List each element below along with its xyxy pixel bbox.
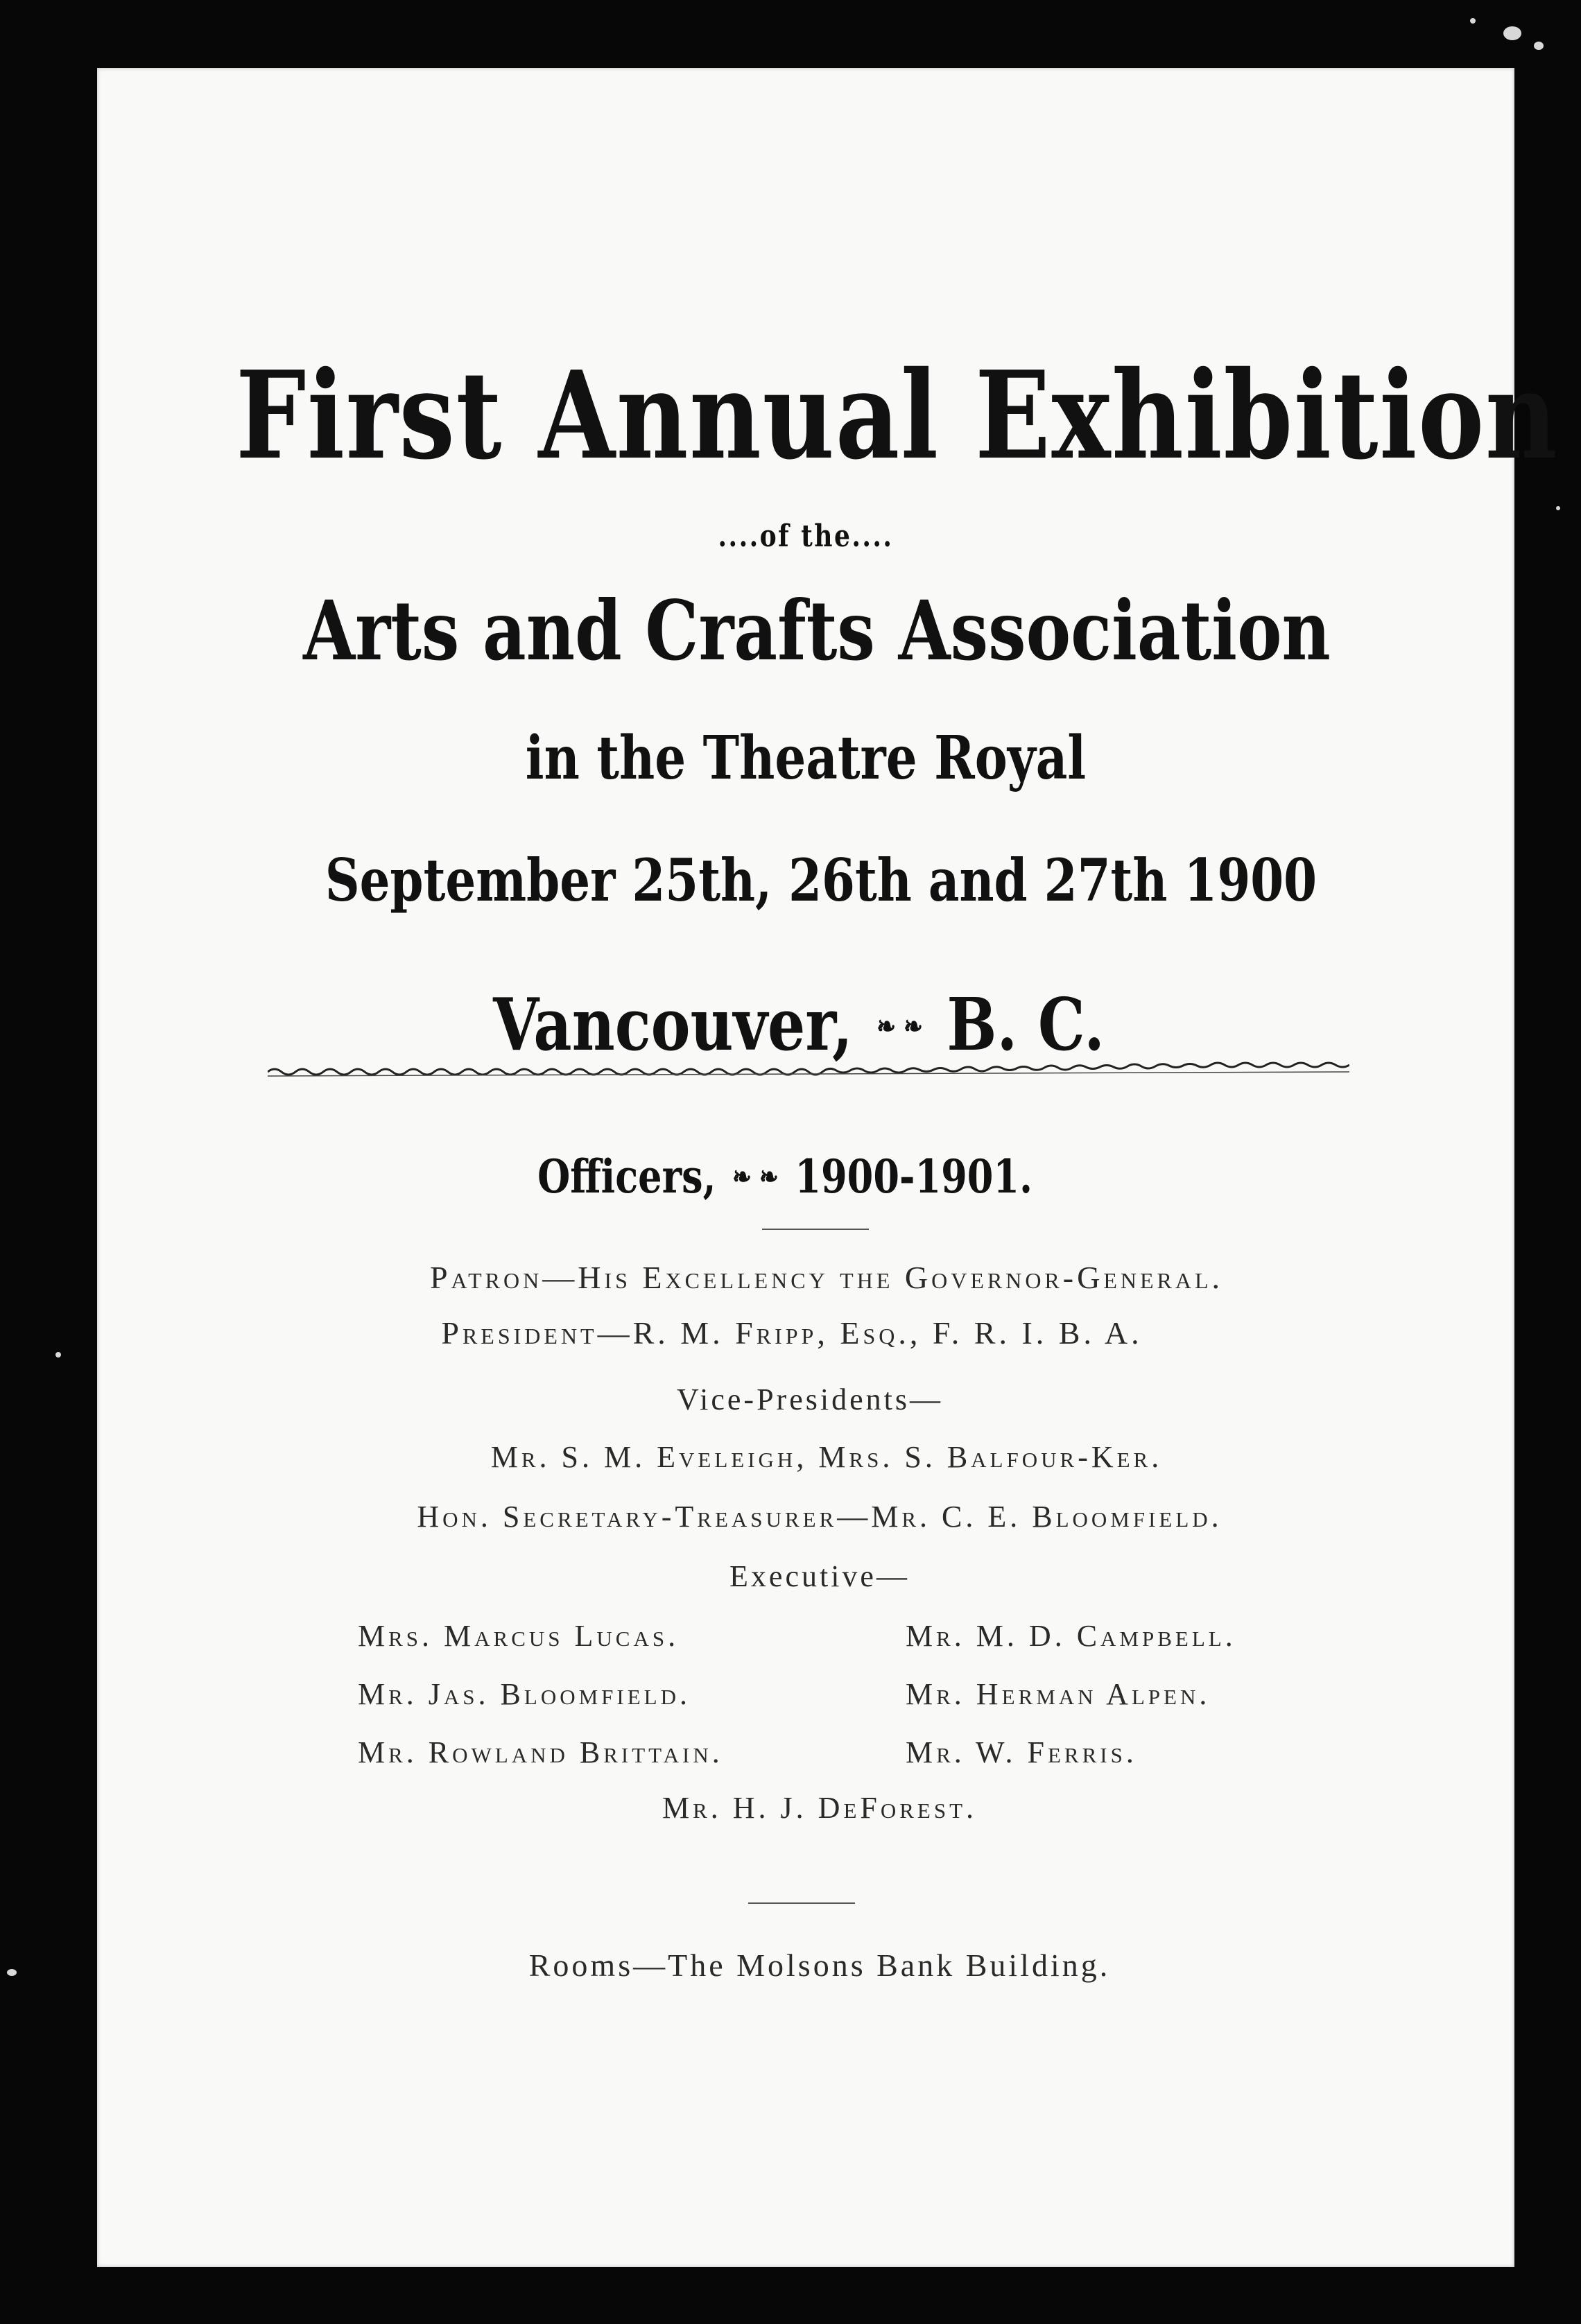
scan-speck (55, 1352, 61, 1358)
executive-label: Executive— (729, 1559, 910, 1593)
location-line (218, 982, 1380, 1067)
executive-member: Mr. Rowland Brittain. (358, 1735, 723, 1769)
of-the-line: ....of the.... (718, 519, 894, 554)
scan-speck (1534, 42, 1544, 50)
association-name: Arts and Crafts Association (303, 582, 1331, 679)
scan-speck (7, 1969, 17, 1976)
executive-member: Mrs. Marcus Lucas. (358, 1619, 680, 1653)
program-page (97, 68, 1559, 2267)
scan-speck (1470, 18, 1476, 24)
executive-member-last: Mr. H. J. DeForest. (662, 1791, 978, 1825)
short-rule (748, 1902, 855, 1904)
executive-member: Mr. W. Ferris. (906, 1735, 1137, 1769)
officers-heading (204, 1150, 1366, 1204)
secretary-treasurer-line: Hon. Secretary-Treasurer—Mr. C. E. Bloomfield. (417, 1500, 1223, 1534)
officers-years: 1900-1901. (795, 1150, 1033, 1204)
executive-row (358, 1618, 1356, 1676)
exhibition-dates: September 25th, 26th and 27th 1900 (325, 846, 1318, 914)
city-name: Vancouver, (493, 982, 853, 1067)
vice-presidents-names: Mr. S. M. Eveleigh, Mrs. S. Balfour-Ker. (490, 1440, 1163, 1474)
executive-row (358, 1676, 1356, 1735)
executive-row (358, 1735, 1356, 1793)
patron-line: Patron—His Excellency the Governor-General. (429, 1260, 1224, 1295)
president-line: President—R. M. Fripp, Esq., F. R. I. B. A. (441, 1315, 1143, 1351)
wavy-divider (268, 1058, 1349, 1079)
executive-member: Mr. Jas. Bloomfield. (358, 1677, 691, 1711)
venue-line: in the Theatre Royal (525, 723, 1087, 793)
vice-presidents-label: Vice-Presidents— (677, 1382, 943, 1416)
executive-list (358, 1618, 1356, 1793)
executive-member: Mr. M. D. Campbell. (906, 1619, 1236, 1653)
scan-speck (1556, 506, 1560, 510)
short-rule (762, 1229, 869, 1230)
province-name: B. C. (947, 982, 1105, 1067)
rooms-line: Rooms—The Molsons Bank Building. (528, 1948, 1111, 1983)
officers-label: Officers, (537, 1150, 716, 1204)
scan-speck (1503, 26, 1521, 40)
leaf-ornament-icon: ❧ ❧ (732, 1160, 779, 1193)
leaf-ornament-icon: ❧ ❧ (876, 1010, 923, 1043)
executive-member: Mr. Herman Alpen. (906, 1677, 1211, 1711)
exhibition-title: First Annual Exhibition (235, 345, 1559, 487)
